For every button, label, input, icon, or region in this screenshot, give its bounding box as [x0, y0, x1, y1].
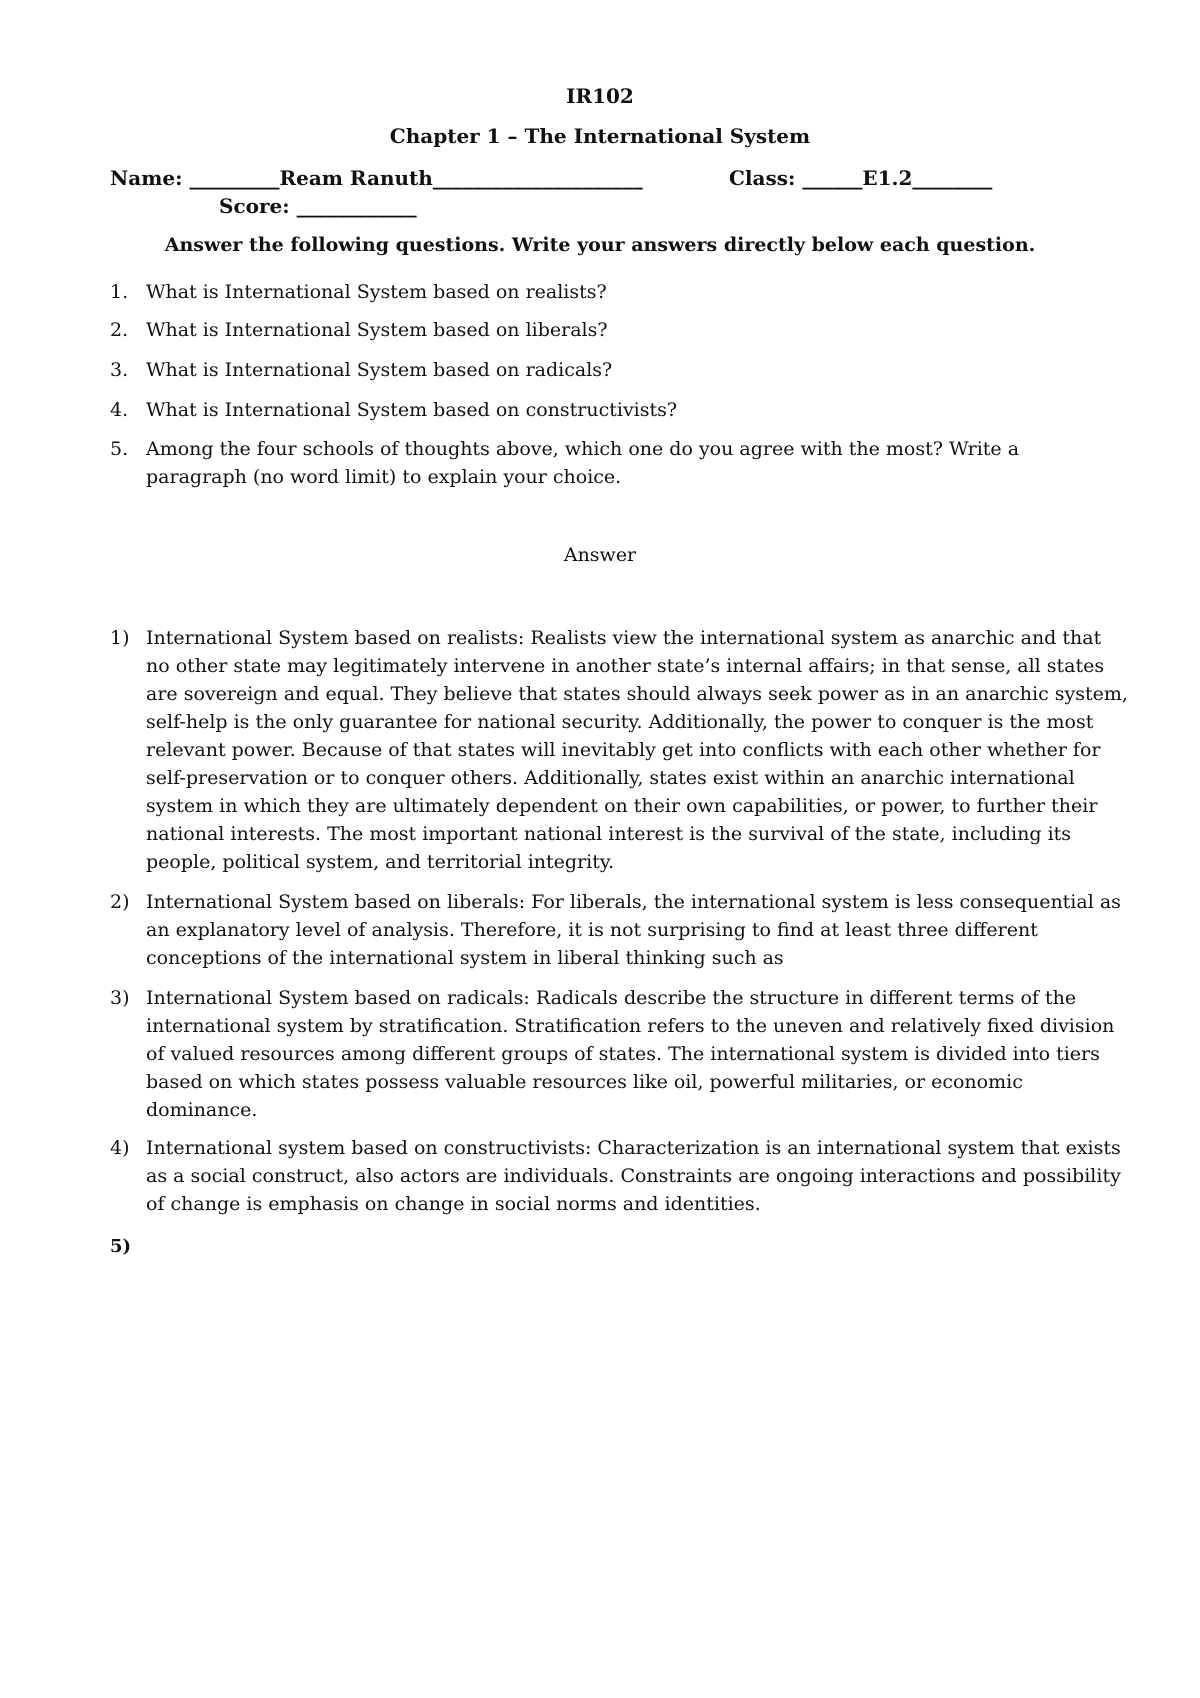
answer-text: International System based on realists: Realists view the international system as anarchic and that no other state may legitimately intervene in another state’s internal affairs; in that sense, all states are sovereign and equal. They believe that states should always seek power as in an anarchic system, self-help is the only guarantee for national security. Additionally, the power to conquer is the most relevant power. Because of that states will inevitably get into conflicts with each other whether for self-preservation or to conquer others. Additionally, states exist within an anarchic international system in which they are ultimately dependent on their own capabilities, or power, to further their national interests. The most important national interest is the survival of the state, including its people, political system, and territorial integrity. [146, 627, 1128, 873]
question-text: What is International System based on realists? [146, 281, 607, 303]
answer-text: International system based on constructivists: Characterization is an international system that exists as a social construct, also actors are individuals. Constraints are ongoing interactions and possibility of change is emphasis on change in social norms and identities. [146, 1137, 1121, 1215]
question-item [110, 356, 1060, 384]
question-text: Among the four schools of thoughts above, which one do you agree with the most? Write a paragraph (no word limit) to explain your choice. [146, 438, 1020, 488]
answer-number: 4) [110, 1137, 130, 1159]
answer-number: 2) [110, 891, 130, 913]
question-number: 2. [110, 319, 129, 341]
score-line: Score: ____________ [219, 194, 417, 218]
answer-number: 1) [110, 627, 130, 649]
question-text: What is International System based on liberals? [146, 319, 608, 341]
question-item [110, 396, 1060, 424]
answer-text: International System based on liberals: For liberals, the international system is less consequential as an explanatory level of analysis. Therefore, it is not surprising to find at least three different conceptions of the international system in liberal thinking such as [146, 891, 1121, 969]
question-text: What is International System based on radicals? [146, 359, 613, 381]
answer-5-number: 5) [110, 1236, 132, 1257]
question-number: 3. [110, 359, 129, 381]
answer-item [110, 624, 1130, 876]
question-item [110, 435, 1060, 491]
student-name-line: Name: _________Ream Ranuth_____________________ [110, 166, 643, 190]
answer-heading: Answer [563, 544, 637, 566]
question-number: 5. [110, 438, 129, 460]
chapter-title: Chapter 1 – The International System [389, 124, 811, 148]
answer-item [110, 888, 1130, 972]
answer-number: 3) [110, 987, 130, 1009]
answer-item [110, 984, 1130, 1124]
question-item [110, 316, 1060, 344]
question-number: 4. [110, 399, 129, 421]
course-code: IR102 [566, 84, 634, 108]
question-text: What is International System based on constructivists? [146, 399, 678, 421]
question-number: 1. [110, 281, 129, 303]
question-item [110, 278, 1060, 306]
answer-item [110, 1134, 1130, 1218]
answer-text: International System based on radicals: Radicals describe the structure in different terms of the international system by stratification. Stratification refers to the uneven and relatively fixed division of valued resources among different groups of states. The international system is divided into tiers based on which states possess valuable resources like oil, powerful militaries, or economic dominance. [146, 987, 1115, 1121]
class-line: Class: ______E1.2________ [729, 166, 993, 190]
instructions: Answer the following questions. Write your answers directly below each question. [164, 234, 1036, 256]
